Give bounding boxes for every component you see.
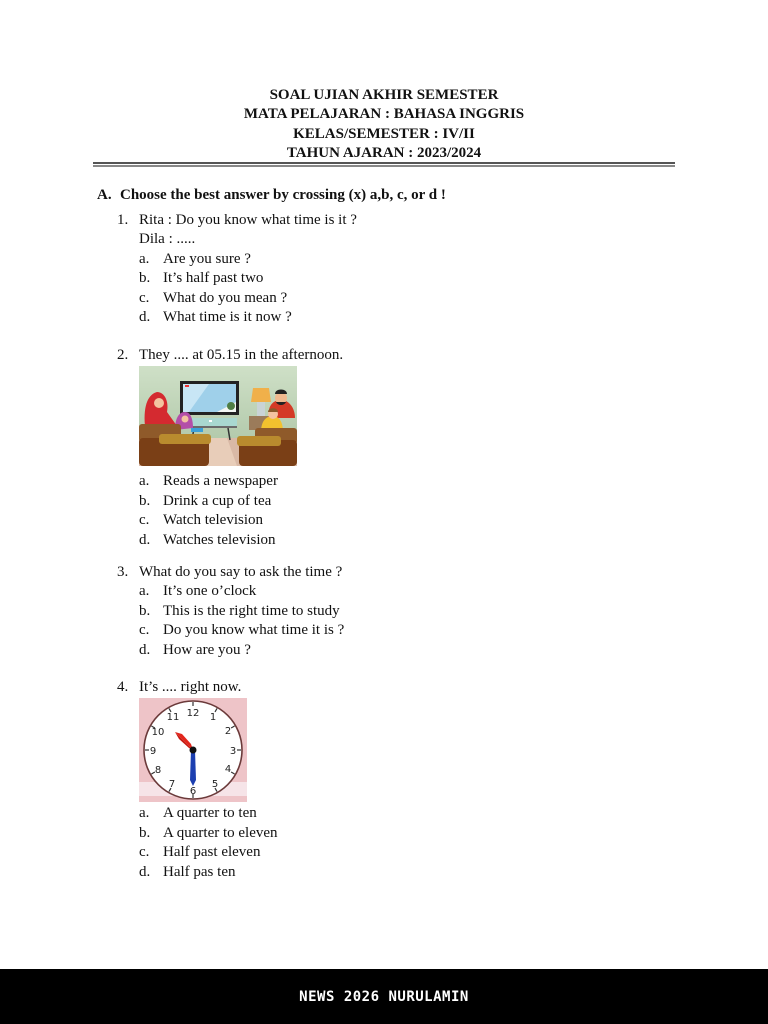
option-letter: c. xyxy=(139,844,150,861)
question-4 xyxy=(117,678,278,882)
option-text: Reads a newspaper xyxy=(163,473,278,490)
rule-line-top xyxy=(93,162,675,164)
option-text: Do you know what time it is ? xyxy=(163,622,345,639)
option-text: This is the right time to study xyxy=(163,602,340,619)
option-letter: b. xyxy=(139,270,151,287)
clock-number-12: 12 xyxy=(186,708,200,720)
rule-line-bottom xyxy=(93,165,675,167)
question-stem: What do you say to ask the time ? xyxy=(139,564,343,580)
option-letter: b. xyxy=(139,602,151,619)
exam-title: SOAL UJIAN AKHIR SEMESTER xyxy=(269,87,499,103)
option-letter: a. xyxy=(139,583,150,600)
option-letter: a. xyxy=(139,250,150,267)
minute-hand-icon xyxy=(190,750,196,786)
svg-text:7: 7 xyxy=(168,779,176,791)
option-letter: c. xyxy=(139,289,150,306)
svg-text:3: 3 xyxy=(229,746,237,758)
academic-year-line: TAHUN AJARAN : 2023/2024 xyxy=(286,144,482,161)
section-instruction-text: Choose the best answer by crossing (x) a,b, c, or d ! xyxy=(120,187,446,203)
option-a[interactable] xyxy=(117,472,297,491)
option-text: Drink a cup of tea xyxy=(163,492,272,509)
option-b[interactable] xyxy=(117,824,278,843)
section-instruction xyxy=(97,186,446,205)
question-stem: It’s .... right now. xyxy=(139,679,242,695)
option-c[interactable] xyxy=(117,843,261,862)
option-text: A quarter to eleven xyxy=(163,824,278,841)
option-text: It’s one o’clock xyxy=(163,583,257,600)
analog-clock-icon xyxy=(139,698,247,802)
option-c[interactable] xyxy=(117,511,297,530)
question-2 xyxy=(117,346,344,550)
subject-line: MATA PELAJARAN : BAHASA INGGRIS xyxy=(243,106,525,123)
option-text: What time is it now ? xyxy=(163,308,292,325)
option-letter: a. xyxy=(139,473,150,490)
section-letter: A. xyxy=(97,187,112,203)
option-letter: c. xyxy=(139,622,150,639)
footer-watermark-text: NEWS 2026 NURULAMIN xyxy=(299,988,469,1005)
option-letter: b. xyxy=(139,492,151,509)
clock-image xyxy=(139,698,247,802)
question-number: 2. xyxy=(117,347,129,363)
option-d[interactable] xyxy=(117,863,247,882)
option-letter: d. xyxy=(139,531,151,548)
footer-watermark-bar xyxy=(0,969,768,1024)
question-stem: Rita : Do you know what time is it ? xyxy=(139,212,357,228)
svg-text:2: 2 xyxy=(224,726,232,738)
question-stem-continued: Dila : ..... xyxy=(139,231,196,248)
option-text: Are you sure ? xyxy=(163,250,251,267)
question-number: 3. xyxy=(117,564,129,580)
option-letter: b. xyxy=(139,824,151,841)
question-number: 4. xyxy=(117,679,129,695)
option-text: Half pas ten xyxy=(163,863,236,880)
option-letter: d. xyxy=(139,641,151,658)
question-number: 1. xyxy=(117,212,129,228)
class-semester-line: KELAS/SEMESTER : IV/II xyxy=(293,125,475,142)
svg-text:4: 4 xyxy=(224,764,232,776)
option-d[interactable] xyxy=(117,531,297,550)
family-watching-tv-image xyxy=(139,366,297,466)
question-stem: They .... at 05.15 in the afternoon. xyxy=(139,347,344,363)
option-text: What do you mean ? xyxy=(163,289,288,306)
option-text: Watches television xyxy=(163,531,276,548)
option-letter: d. xyxy=(139,308,151,325)
family-tv-illustration xyxy=(139,366,297,466)
option-b[interactable] xyxy=(117,492,297,511)
option-letter: a. xyxy=(139,805,150,822)
option-text: Watch television xyxy=(163,512,264,529)
option-a[interactable] xyxy=(117,804,257,823)
option-text: How are you ? xyxy=(163,641,251,658)
option-letter: d. xyxy=(139,863,151,880)
svg-text:1: 1 xyxy=(209,712,217,724)
option-text: A quarter to ten xyxy=(163,805,257,822)
svg-text:5: 5 xyxy=(211,779,219,791)
svg-text:8: 8 xyxy=(154,765,162,777)
svg-text:11: 11 xyxy=(166,712,180,724)
option-text: It’s half past two xyxy=(163,270,264,287)
option-text: Half past eleven xyxy=(163,844,261,861)
svg-text:9: 9 xyxy=(149,746,157,758)
exam-header xyxy=(0,86,768,163)
header-double-rule xyxy=(93,162,675,167)
option-letter: c. xyxy=(139,512,150,529)
svg-text:10: 10 xyxy=(151,727,165,739)
svg-text:6: 6 xyxy=(189,786,197,798)
